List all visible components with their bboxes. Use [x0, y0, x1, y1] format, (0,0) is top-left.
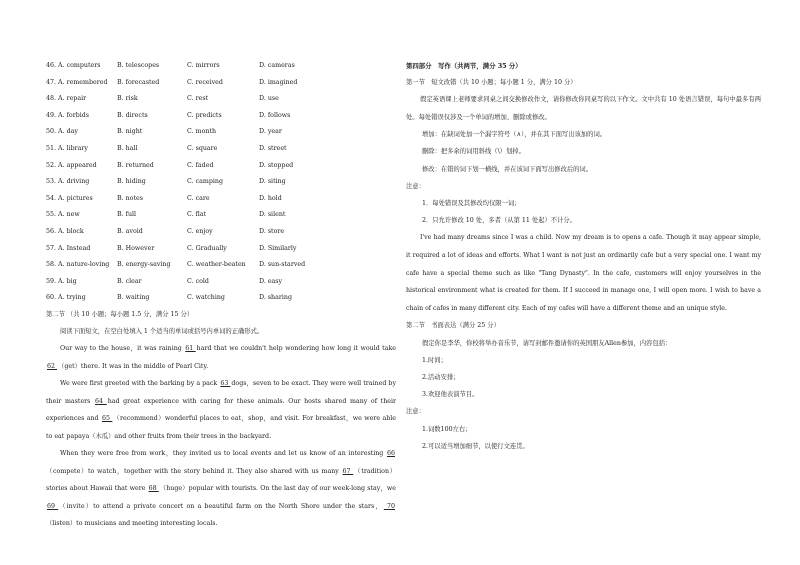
option-a: 57. A. Instead — [46, 244, 91, 252]
option-d: D. sharing — [259, 294, 292, 302]
option-b: B. clear — [117, 277, 142, 285]
option-b: B. directs — [117, 111, 148, 119]
section1-title: 第一节 短文改错（共 10 小题；每小题 1 分，满分 10 分） — [406, 79, 577, 86]
option-c: C. predicts — [187, 111, 222, 119]
option-a: 51. A. library — [46, 144, 88, 152]
writing-intro: 假定你是李华，你校将举办音乐节，请写封邮件邀请你的英国朋友Allen参加，内容包括： — [422, 339, 672, 347]
option-c: C. watching — [187, 294, 225, 302]
option-b: B. However — [117, 244, 155, 252]
blank-62[interactable]: 62 — [47, 362, 58, 370]
option-c: C. square — [187, 144, 218, 152]
passage-paragraph-2: We were first greeted with the barking by a pack 63 dogs，seven to be exact. They were well trained by their masters 64 had great experience with caring for these animals. Our hosts shared many of their experiences and 65 （recommend）wonderful places to eat，shop，and visit. For breakfast，we were able to eat papaya（木瓜）and other fruits from their trees in the backyard. — [46, 380, 397, 440]
option-b: B. returned — [117, 161, 154, 169]
option-d: D. hold — [259, 194, 282, 202]
option-d: D. easy — [259, 277, 283, 285]
option-row — [46, 191, 396, 208]
blank-64[interactable]: 64 — [95, 397, 107, 405]
option-row — [46, 158, 396, 175]
correction-essay: I've had many dreams since I was a child. Now my dream is to opens a cafe. Though it may appear simple, it required a lot of ideas and efforts. What I want is not just an ordinarily cafe but a very special one. I want my cafe have a special theme such as like "Tang Dynasty". In the cafe, customers will enjoy yourselves in the historical environment what is created for them. If I succeed in manage one, I will open more. I wish to have a chain of cafes in many different city. Each of my cafes will have a different theme and an unique style. — [406, 234, 761, 312]
blank-61[interactable]: 61 — [185, 345, 196, 353]
writing-note-1: 1.词数100左右； — [422, 425, 472, 433]
option-row — [46, 207, 396, 224]
option-d: D. street — [259, 144, 287, 152]
option-c: C. care — [187, 194, 210, 202]
option-b: B. waiting — [117, 294, 150, 302]
option-a: 50. A. day — [46, 128, 78, 136]
note-1: 1．每处错误及其修改均仅限一词； — [422, 200, 521, 208]
option-b: B. full — [117, 211, 137, 219]
option-a: 52. A. appeared — [46, 161, 97, 169]
option-a: 59. A. big — [46, 277, 77, 285]
option-a: 47. A. remembered — [46, 78, 108, 86]
note-label: 注意： — [406, 182, 425, 190]
option-row — [46, 75, 396, 92]
right-column — [406, 58, 761, 455]
option-a: 54. A. pictures — [46, 194, 93, 202]
writing-item-3: 3.欢迎他表演节目。 — [422, 391, 479, 399]
option-row — [46, 91, 396, 108]
blank-63[interactable]: 63 — [220, 380, 231, 388]
option-d: D. year — [259, 128, 282, 136]
option-a: 49. A. forbids — [46, 111, 90, 119]
option-b: B. hall — [117, 144, 138, 152]
blank-68[interactable]: 68 — [148, 485, 159, 493]
option-b: B. avoid — [117, 227, 143, 235]
option-c: C. Gradually — [187, 244, 227, 252]
writing-note-label: 注意： — [406, 408, 425, 416]
option-a: 58. A. nature-loving — [46, 261, 110, 269]
rule-modify: 修改：在错的词下划一横线，并在该词下面写出修改后的词。 — [422, 165, 593, 173]
option-d: D. sun-starved — [259, 261, 306, 269]
writing-item-1: 1.时间； — [422, 356, 447, 364]
option-a: 60. A. trying — [46, 294, 86, 302]
option-c: C. month — [187, 128, 216, 136]
option-c: C. rest — [187, 95, 209, 103]
blank-66[interactable]: 66 — [386, 450, 395, 458]
blank-67[interactable]: 67 — [342, 467, 354, 475]
section2-writing-title: 第二节 书面表达（满分 25 分） — [406, 322, 500, 330]
passage-paragraph-1: Our way to the house，it was raining 61 hard that we couldn't help wondering how long it would take 62 （get）there. It was in the middle of Pearl City. — [47, 345, 396, 370]
left-column — [46, 58, 396, 533]
options-table — [46, 58, 396, 307]
option-d: D. siting — [259, 178, 286, 186]
option-b: B. telescopes — [117, 62, 160, 69]
rule-delete: 删除：把多余的词用斜线（\）划掉。 — [422, 148, 525, 156]
option-b: B. risk — [117, 95, 138, 103]
option-a: 46. A. computers — [46, 62, 101, 69]
blank-69[interactable]: 69 — [47, 502, 59, 510]
option-d: D. store — [259, 227, 285, 235]
option-row — [46, 257, 396, 274]
option-a: 56. A. block — [46, 227, 84, 235]
option-c: C. camping — [187, 178, 223, 186]
writing-item-2: 2.活动安排； — [422, 374, 460, 381]
option-d: D. Similarly — [259, 244, 297, 252]
option-row — [46, 141, 396, 158]
option-row — [46, 174, 396, 191]
option-c: C. enjoy — [187, 227, 213, 235]
option-row — [46, 224, 396, 241]
option-c: C. weather-beaten — [187, 261, 246, 269]
option-a: 53. A. driving — [46, 178, 90, 186]
option-d: D. imagined — [259, 78, 298, 86]
part4-title: 第四部分 写作（共两节，满分 35 分） — [406, 62, 522, 70]
option-c: C. faded — [187, 161, 214, 169]
option-row — [46, 290, 396, 307]
blank-70[interactable]: 70 — [383, 502, 396, 510]
option-c: C. cold — [187, 277, 209, 285]
option-row — [46, 274, 396, 291]
option-row — [46, 58, 396, 75]
option-b: B. energy-saving — [117, 261, 171, 269]
option-d: D. stopped — [259, 161, 294, 169]
option-a: 55. A. new — [46, 211, 80, 219]
option-c: C. flat — [187, 211, 207, 219]
fill-instruction: 阅读下面短文，在空白处填入 1 个适当的单词或括号内单词的正确形式。 — [60, 327, 264, 335]
option-row — [46, 124, 396, 141]
option-b: B. notes — [117, 194, 143, 202]
note-2: 2．只允许修改 10 处，多者（从第 11 处起）不计分。 — [422, 217, 576, 225]
section1-intro: 假定英语课上老师要求同桌之间交换修改作文，请你修改你同桌写的以下作文。文中共有 10 处语言错误，每句中最多有两处。每处错误仅涉及一个单词的增加、删除或修改。 — [406, 96, 761, 121]
option-b: B. hiding — [117, 178, 146, 186]
option-d: D. follows — [259, 111, 291, 119]
option-c: C. received — [187, 78, 223, 86]
option-c: C. mirrors — [187, 62, 220, 69]
rule-add: 增加：在缺词处加一个漏字符号（∧），并在其下面写出该加的词。 — [422, 131, 607, 139]
passage-paragraph-3: When they were free from work，they invited us to local events and let us know of an interesting 66 （compete）to watch，together with the story behind it. They also shared with us many 67 （tradition）stories about Hawaii that were 68 （huge）popular with tourists. On the last day of our week-long stay，we 69 （invite）to attend a private concert on a beautiful farm on the North Shore under the stars， 70 （listen）to musicians and meeting interesting locals. — [46, 450, 397, 528]
option-row — [46, 108, 396, 125]
option-d: D. use — [259, 95, 279, 103]
writing-note-2: 2.可以适当增加细节，以使行文连贯。 — [422, 442, 529, 450]
option-d: D. silent — [259, 211, 286, 219]
section2-title: 第二节 （共 10 小题；每小题 1.5 分，满分 15 分） — [46, 310, 194, 318]
option-a: 48. A. repair — [46, 95, 87, 103]
blank-65[interactable]: 65 — [101, 415, 113, 423]
option-b: B. forecasted — [117, 78, 160, 86]
option-b: B. night — [117, 128, 143, 136]
option-d: D. cameras — [259, 62, 295, 69]
option-row — [46, 241, 396, 258]
